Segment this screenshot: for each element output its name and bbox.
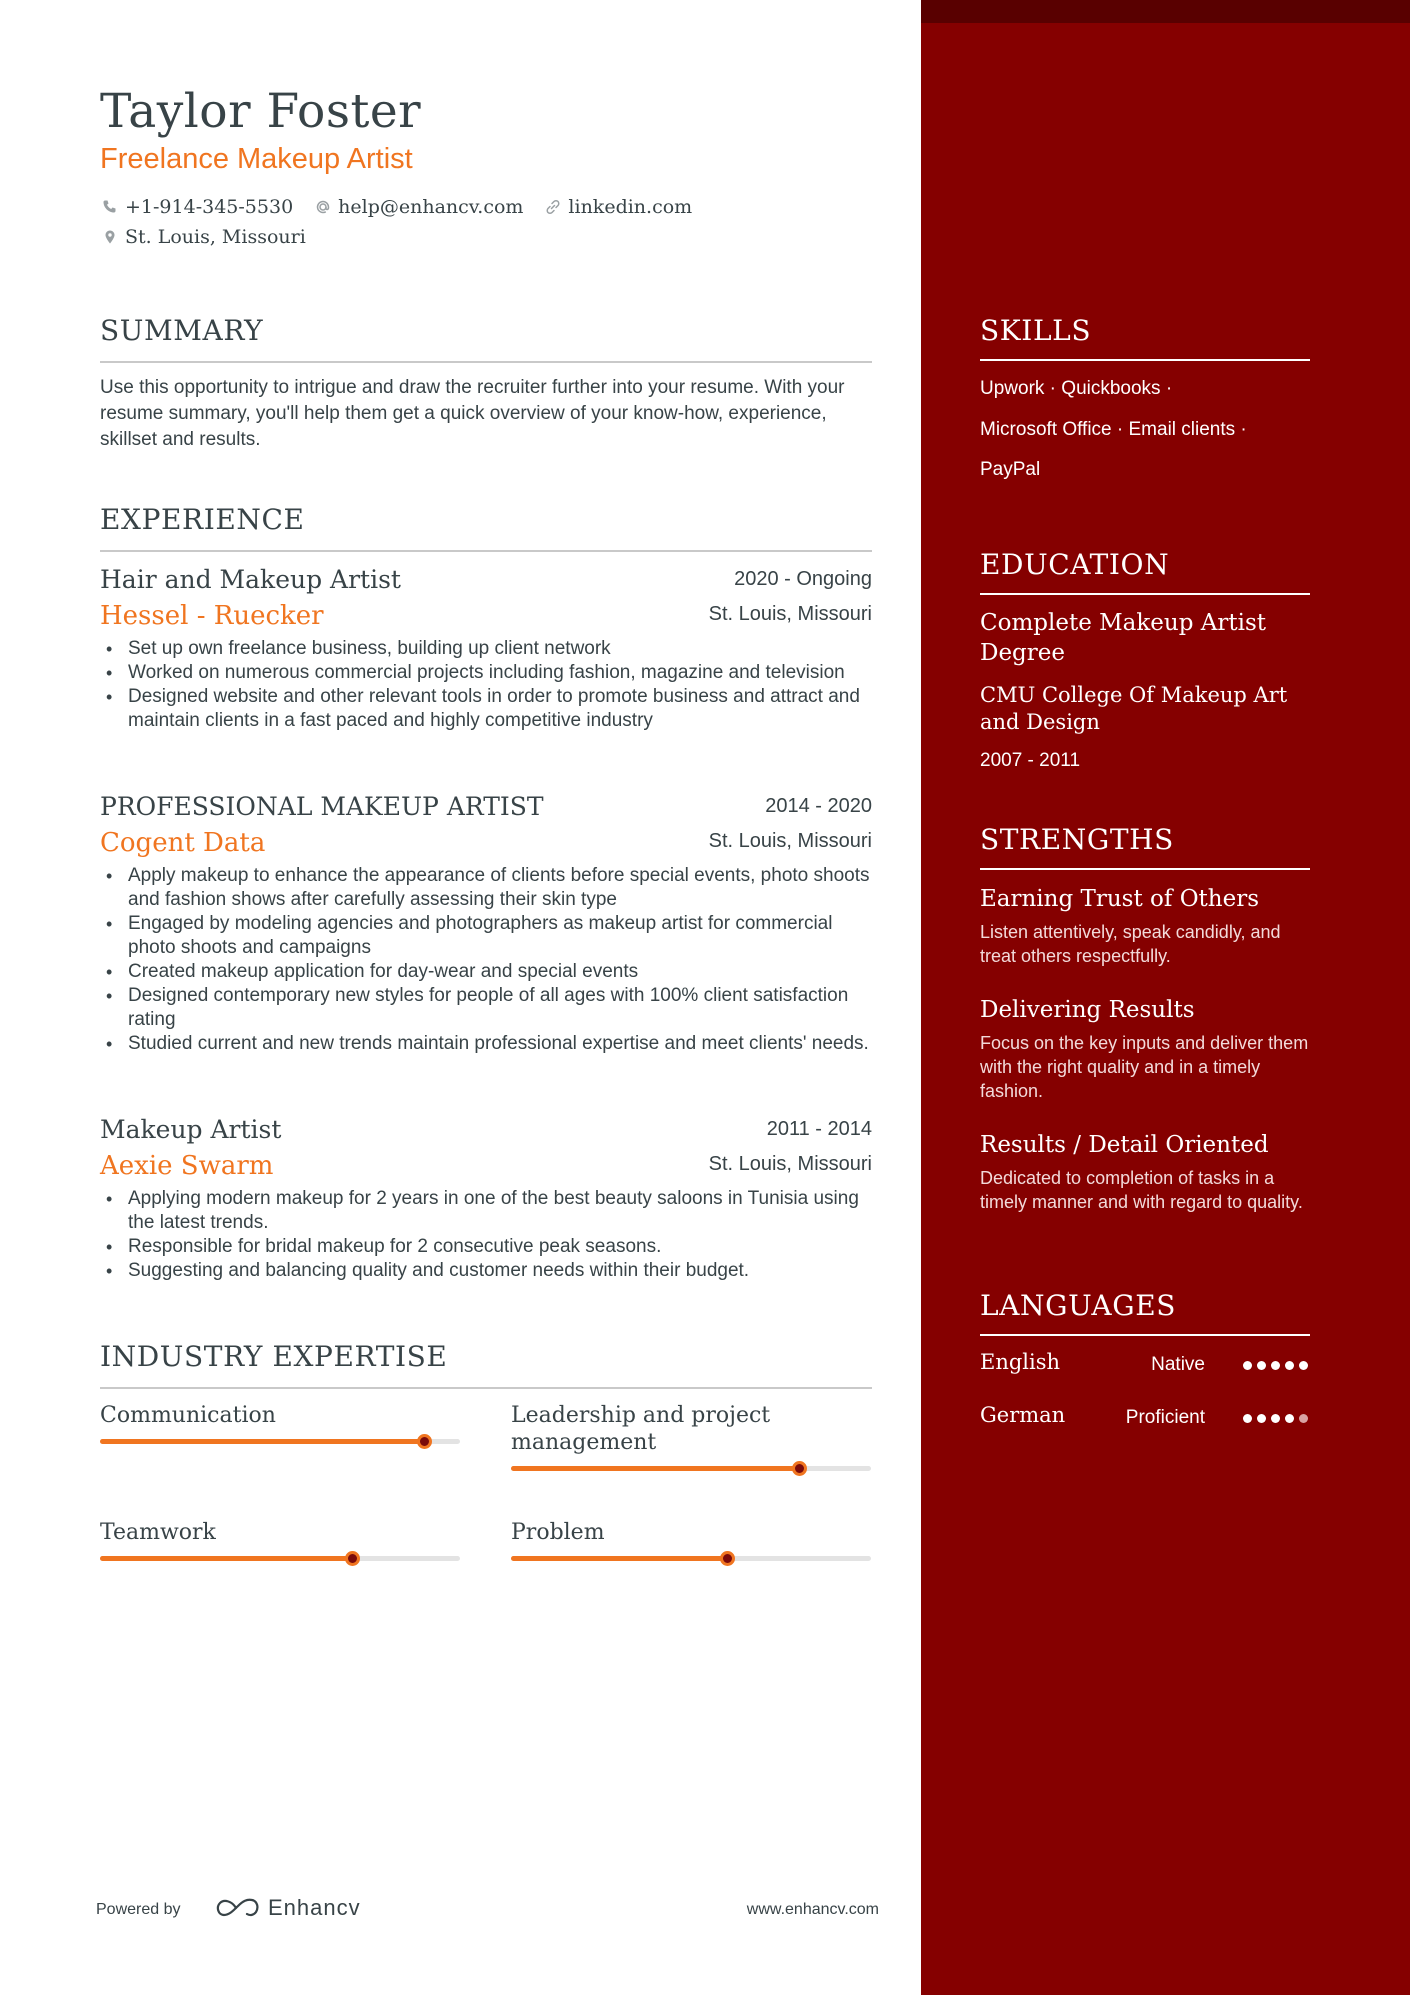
expertise-bar bbox=[100, 1439, 460, 1444]
contact-row bbox=[100, 196, 712, 218]
link-text[interactable]: linkedin.com bbox=[568, 196, 693, 218]
language-level: Native bbox=[1151, 1354, 1205, 1375]
job-company: Aexie Swarm bbox=[100, 1151, 274, 1181]
language-name: German bbox=[980, 1403, 1066, 1427]
strength-title: Delivering Results bbox=[980, 997, 1195, 1023]
job-company: Cogent Data bbox=[100, 828, 266, 858]
bullet-item: • Studied current and new trends maintain professional expertise and meet clients' needs. bbox=[100, 1032, 872, 1056]
strength-title: Results / Detail Oriented bbox=[980, 1132, 1269, 1158]
job-title: Makeup Artist bbox=[100, 1115, 282, 1144]
bullet-item: • Applying modern makeup for 2 years in one of the best beauty saloons in Tunisia using the latest trends. bbox=[100, 1187, 872, 1235]
expertise-bar bbox=[100, 1556, 460, 1561]
job-location: St. Louis, Missouri bbox=[708, 1153, 872, 1175]
expertise-label: Problem bbox=[511, 1520, 605, 1545]
language-dot bbox=[1285, 1414, 1294, 1423]
strength-item bbox=[980, 884, 1310, 968]
expertise-item bbox=[100, 1402, 460, 1444]
expertise-bar-fill bbox=[511, 1466, 799, 1471]
language-dots bbox=[1238, 1361, 1308, 1370]
language-dot bbox=[1299, 1361, 1308, 1370]
expertise-bar-fill bbox=[511, 1556, 727, 1561]
job-dates: 2014 - 2020 bbox=[765, 795, 872, 817]
expertise-heading: INDUSTRY EXPERTISE bbox=[100, 1340, 872, 1389]
job-title: PROFESSIONAL MAKEUP ARTIST bbox=[100, 792, 544, 821]
email-text[interactable]: help@enhancv.com bbox=[338, 196, 524, 218]
footer bbox=[96, 1895, 879, 1925]
expertise-bar-knob bbox=[720, 1551, 735, 1566]
skills-line: Microsoft Office · Email clients · bbox=[980, 419, 1247, 440]
job-company: Hessel - Ruecker bbox=[100, 601, 324, 631]
bullet-item: • Created makeup application for day-wear and special events bbox=[100, 960, 872, 984]
strength-item bbox=[980, 995, 1310, 1103]
strength-title: Earning Trust of Others bbox=[980, 886, 1260, 912]
location-pin-icon bbox=[100, 227, 120, 247]
expertise-bar-fill bbox=[100, 1556, 352, 1561]
bullet-item: • Apply makeup to enhance the appearance of clients before special events, photo shoots and fashion shows after carefully assessing their skin type bbox=[100, 864, 872, 912]
location-text: St. Louis, Missouri bbox=[125, 226, 306, 248]
language-dot bbox=[1257, 1361, 1266, 1370]
language-row bbox=[980, 1403, 1310, 1433]
expertise-bar bbox=[511, 1556, 871, 1561]
language-dot bbox=[1271, 1414, 1280, 1423]
expertise-label: Leadership and project management bbox=[511, 1403, 771, 1455]
job-bullets bbox=[100, 1187, 872, 1283]
job-entry bbox=[100, 565, 872, 733]
phone-icon bbox=[100, 197, 120, 217]
job-entry bbox=[100, 792, 872, 1056]
job-location: St. Louis, Missouri bbox=[708, 830, 872, 852]
expertise-label: Teamwork bbox=[100, 1520, 216, 1545]
language-dot bbox=[1271, 1361, 1280, 1370]
expertise-bar-knob bbox=[792, 1461, 807, 1476]
language-dot bbox=[1299, 1414, 1308, 1423]
expertise-item bbox=[511, 1402, 871, 1471]
strength-desc: Dedicated to completion of tasks in a timely manner and with regard to quality. bbox=[980, 1168, 1303, 1212]
link-icon bbox=[543, 197, 563, 217]
job-dates: 2011 - 2014 bbox=[766, 1118, 872, 1140]
sidebar bbox=[921, 0, 1410, 1995]
summary-heading: SUMMARY bbox=[100, 314, 872, 363]
job-entry bbox=[100, 1115, 872, 1283]
education-school: CMU College Of Makeup Art and Design bbox=[980, 683, 1288, 734]
language-row bbox=[980, 1350, 1310, 1380]
footer-site[interactable]: www.enhancv.com bbox=[746, 1901, 879, 1918]
phone-text: +1-914-345-5530 bbox=[125, 196, 294, 218]
job-dates: 2020 - Ongoing bbox=[734, 568, 872, 590]
education-dates: 2007 - 2011 bbox=[980, 750, 1081, 771]
bullet-item: • Designed website and other relevant tools in order to promote business and attract and maintain clients in a fast paced and highly competitive industry bbox=[100, 685, 872, 733]
language-dot bbox=[1243, 1361, 1252, 1370]
expertise-bar-knob bbox=[417, 1434, 432, 1449]
powered-by-text: Powered by bbox=[96, 1901, 181, 1918]
job-location: St. Louis, Missouri bbox=[708, 603, 872, 625]
skills-line: PayPal bbox=[980, 459, 1041, 480]
contact-link bbox=[543, 196, 692, 218]
language-dot bbox=[1257, 1414, 1266, 1423]
languages-heading: LANGUAGES bbox=[980, 1289, 1310, 1336]
job-bullets bbox=[100, 637, 872, 733]
summary-text: Use this opportunity to intrigue and draw the recruiter further into your resume. With your resume summary, you'll help them get a quick overview of your know-how, experience, skillset and results. bbox=[100, 377, 845, 450]
enhancv-brand-text: Enhancv bbox=[268, 1895, 361, 1920]
strength-desc: Listen attentively, speak candidly, and treat others respectfully. bbox=[980, 922, 1281, 966]
bullet-item: • Engaged by modeling agencies and photographers as makeup artist for commercial photo shoots and campaigns bbox=[100, 912, 872, 960]
bullet-item: • Suggesting and balancing quality and customer needs within their budget. bbox=[100, 1259, 872, 1283]
expertise-item bbox=[511, 1519, 871, 1561]
strength-desc: Focus on the key inputs and deliver them with the right quality and in a timely fashion. bbox=[980, 1033, 1309, 1101]
skills-line: Upwork · Quickbooks · bbox=[980, 378, 1173, 399]
language-dots bbox=[1238, 1414, 1308, 1423]
bullet-item: • Set up own freelance business, building up client network bbox=[100, 637, 872, 661]
contact-row-location bbox=[100, 226, 326, 248]
language-dot bbox=[1285, 1361, 1294, 1370]
contact-location bbox=[100, 226, 306, 248]
language-dot bbox=[1243, 1414, 1252, 1423]
job-bullets bbox=[100, 864, 872, 1056]
language-level: Proficient bbox=[1125, 1407, 1205, 1428]
bullet-item: • Designed contemporary new styles for people of all ages with 100% client satisfaction rating bbox=[100, 984, 872, 1032]
candidate-name: Taylor Foster bbox=[100, 84, 422, 139]
expertise-bar bbox=[511, 1466, 871, 1471]
contact-phone bbox=[100, 196, 293, 218]
job-title: Hair and Makeup Artist bbox=[100, 565, 401, 594]
candidate-title: Freelance Makeup Artist bbox=[100, 143, 413, 175]
skills-heading: SKILLS bbox=[980, 314, 1310, 361]
strengths-heading: STRENGTHS bbox=[980, 823, 1310, 870]
language-name: English bbox=[980, 1350, 1061, 1374]
experience-heading: EXPERIENCE bbox=[100, 503, 872, 552]
contact-email bbox=[313, 196, 523, 218]
at-icon bbox=[313, 197, 333, 217]
enhancv-logo[interactable] bbox=[214, 1895, 361, 1921]
expertise-item bbox=[100, 1519, 460, 1561]
bullet-item: • Worked on numerous commercial projects including fashion, magazine and television bbox=[100, 661, 872, 685]
education-degree: Complete Makeup Artist Degree bbox=[980, 610, 1267, 666]
education-heading: EDUCATION bbox=[980, 548, 1310, 595]
expertise-bar-knob bbox=[345, 1551, 360, 1566]
strength-item bbox=[980, 1130, 1310, 1214]
sidebar-top-band bbox=[921, 0, 1410, 23]
bullet-item: • Responsible for bridal makeup for 2 consecutive peak seasons. bbox=[100, 1235, 872, 1259]
enhancv-infinity-icon bbox=[214, 1895, 262, 1921]
expertise-bar-fill bbox=[100, 1439, 424, 1444]
expertise-label: Communication bbox=[100, 1403, 276, 1428]
